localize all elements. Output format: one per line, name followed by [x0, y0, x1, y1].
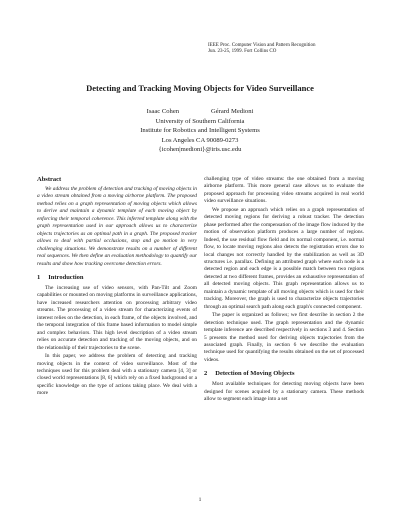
section-number: 1 — [37, 273, 41, 281]
right-column — [204, 176, 364, 404]
abstract-text: We address the problem of detection and tracking of moving objects in a video stream obtained from a moving airborne platform. The proposed method relies on a graph representation of moving objects which allows to derive and maintain a dynamic template of each moving object by enforcing their temporal coherence. This inferred template along with the graph representation used in our approach allows us to characterize objects trajectories as an optimal path in a graph. The proposed tracker allows to deal with partial occlusions, stop and go motion in very challenging situations. We demonstrate results on a number of different real sequences. We then define an evaluation methodology to quantify our results and show how tracking overcome detection errors. — [37, 186, 197, 267]
venue-info — [208, 43, 388, 55]
intro-paragraph-1: The increasing use of video sensors, with Pan-Tilt and Zoom capabilities or mounted on moving platforms in surveillance applications, have increased researchers attention on processing arbitrary video streams. The processing of a video stream for characterizing events of interest relies on the detection, in each frame, of the objects involved, and the temporal integration of this frame based information to model simple and complex behaviors. This high level description of a video stream relies on accurate detection and tracking of the moving objects, and on the relationship of their trajectories to the scene. — [37, 284, 197, 351]
page-number: 1 — [198, 497, 202, 503]
intro-paragraph-4: We propose an approach which relies on a graph representation of detected moving regions for deriving a robust tracker. The detection phase performed after the compensation of the image flow induced by the motion of observation platform produces a large number of regions. Indeed, the use residual flow field and its normal component, i.e. normal flow, to locate moving regions also detects the registration errors due to local changes not correctly handled by the stabilization as well as 3D structures i.e. parallax. Defining an attributed graph where each node is a detected region and each edge is a possible match between two regions detected at two different frames, provides an exhaustive representation of all detected moving objects. This graph representation allows us to maintain a dynamic template of all moving objects which is used for their tracking. Moreover, the graph is used to characterize objects trajectories through an optimal search path along each graph's connected component. — [204, 206, 364, 310]
section-title: Introduction — [48, 273, 84, 281]
intro-paragraph-3: challenging type of video streams: the one obtained from a moving airborne platform. This more general case allows us to evaluate the proposed approach for processing video streams acquired in real world video surveillance situations. — [204, 176, 364, 205]
author-email: {icohen|medioni}@iris.usc.edu — [158, 146, 242, 153]
author-2: Gérard Medioni — [211, 108, 254, 115]
author-block — [0, 107, 400, 155]
affiliation-institute: Institute for Robotics and Intelligent Systems — [140, 127, 260, 134]
venue-line-2: Jun. 23-25, 1999. Fort Collins CO — [208, 49, 277, 54]
author-1: Isaac Cohen — [146, 108, 180, 115]
section2-paragraph-1: Most available techniques for detecting moving objects have been designed for scenes acquired by a stationary camera. These methods allow to segment each image into a set — [204, 381, 364, 403]
venue-line-1: IEEE Proc. Computer Vision and Pattern Recognition — [208, 43, 316, 48]
intro-paragraph-2: In this paper, we address the problem of detecting and tracking moving objects in the context of video surveillance. Most of the techniques used for this problem deal with a stationary camera [4, 3] or closed world representations [8, 6] which rely on a fixed background or a specific knowledge on the type of actions taking place. We deal with a more — [37, 353, 197, 397]
section-heading-detection — [204, 370, 364, 378]
affiliation-university: University of Southern California — [155, 117, 245, 125]
affiliation-address: Los Angeles CA 90089-0273 — [161, 136, 239, 144]
abstract-heading: Abstract — [37, 176, 62, 183]
left-column — [37, 176, 197, 398]
section-heading-introduction — [37, 274, 197, 282]
intro-paragraph-5: The paper is organized as follows; we first describe in section 2 the detection technique used. The graph representation and the dynamic template inference are described respectively in sections 3 and 4. Section 5 presents the method used for deriving objects trajectories from the associated graph. Finally, in section 6 we describe the evaluation technique used for quantifying the results obtained on the set of processed videos. — [204, 312, 364, 363]
section-title: Detection of Moving Objects — [215, 370, 295, 378]
section-number: 2 — [204, 370, 208, 378]
paper-title: Detecting and Tracking Moving Objects for Video Surveillance — [86, 83, 314, 93]
